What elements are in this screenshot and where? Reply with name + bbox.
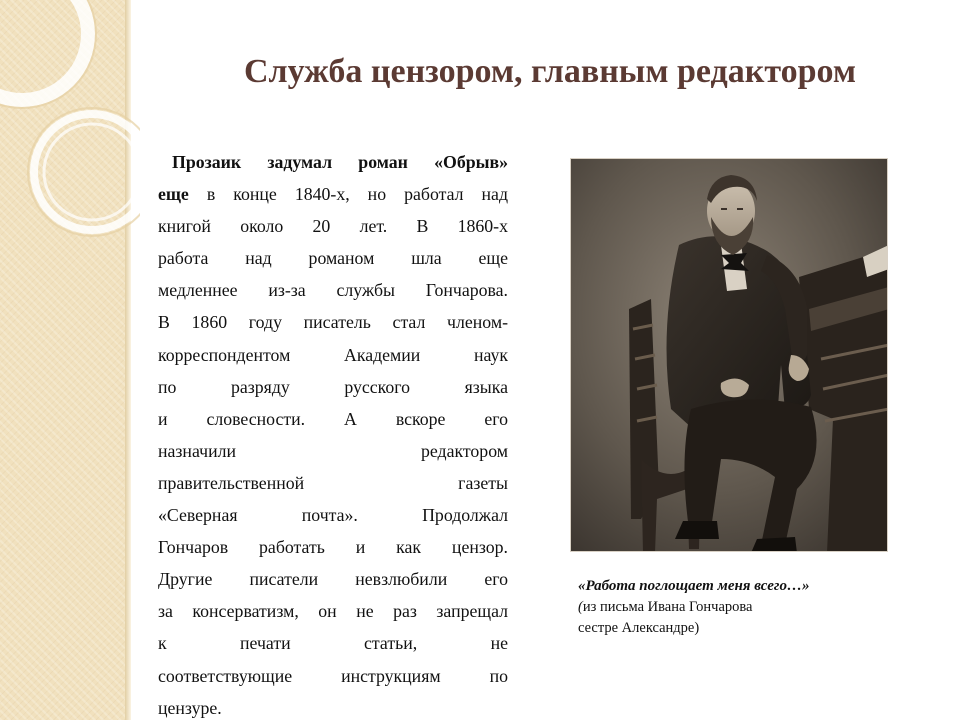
text-line: по разряду русского языка (158, 376, 508, 397)
text-line: назначили редактором (158, 440, 508, 461)
photo-caption (578, 576, 898, 639)
text-line: книгой около 20 лет. В 1860-х (158, 216, 508, 237)
body-paragraph (158, 146, 508, 724)
caption-source-line2: сестре Александре) (578, 620, 700, 636)
text-line-rest: в конце 1840-х, но работал над (206, 184, 508, 205)
text-line: правительственной газеты (158, 472, 508, 493)
text-line: работа над романом шла еще (158, 248, 508, 269)
caption-source (578, 597, 898, 618)
text-line: за консерватизм, он не раз запрещал (158, 601, 508, 622)
text-line: соответствующие инструкциям по (158, 665, 508, 686)
portrait-image (571, 159, 888, 552)
ring-ornament-icon (0, 0, 140, 720)
text-line: к печати статьи, не (158, 633, 508, 654)
text-line (158, 178, 508, 210)
text-line: Гончаров работать и как цензор. (158, 537, 508, 558)
bold-word: еще (158, 184, 207, 205)
text-line: цензуре. (158, 697, 222, 718)
text-line: Прозаик задумал роман «Обрыв» (172, 152, 508, 172)
text-line: корреспондентом Академии наук (158, 344, 508, 365)
text-line: и словесности. А вскоре его (158, 408, 508, 429)
caption-source-line1: из письма Ивана Гончарова (582, 599, 753, 615)
caption-quote: «Работа поглощает меня всего…» (578, 578, 810, 594)
text-line: Другие писатели невзлюбили его (158, 569, 508, 590)
portrait-photo (570, 158, 888, 552)
text-line: В 1860 году писатель стал членом- (158, 312, 508, 333)
slide-title: Служба цензором, главным редактором (244, 53, 856, 90)
text-line: медленнее из-за службы Гончарова. (158, 280, 508, 301)
caption-open-paren: ( (578, 599, 583, 615)
text-line: «Северная почта». Продолжал (158, 505, 508, 526)
